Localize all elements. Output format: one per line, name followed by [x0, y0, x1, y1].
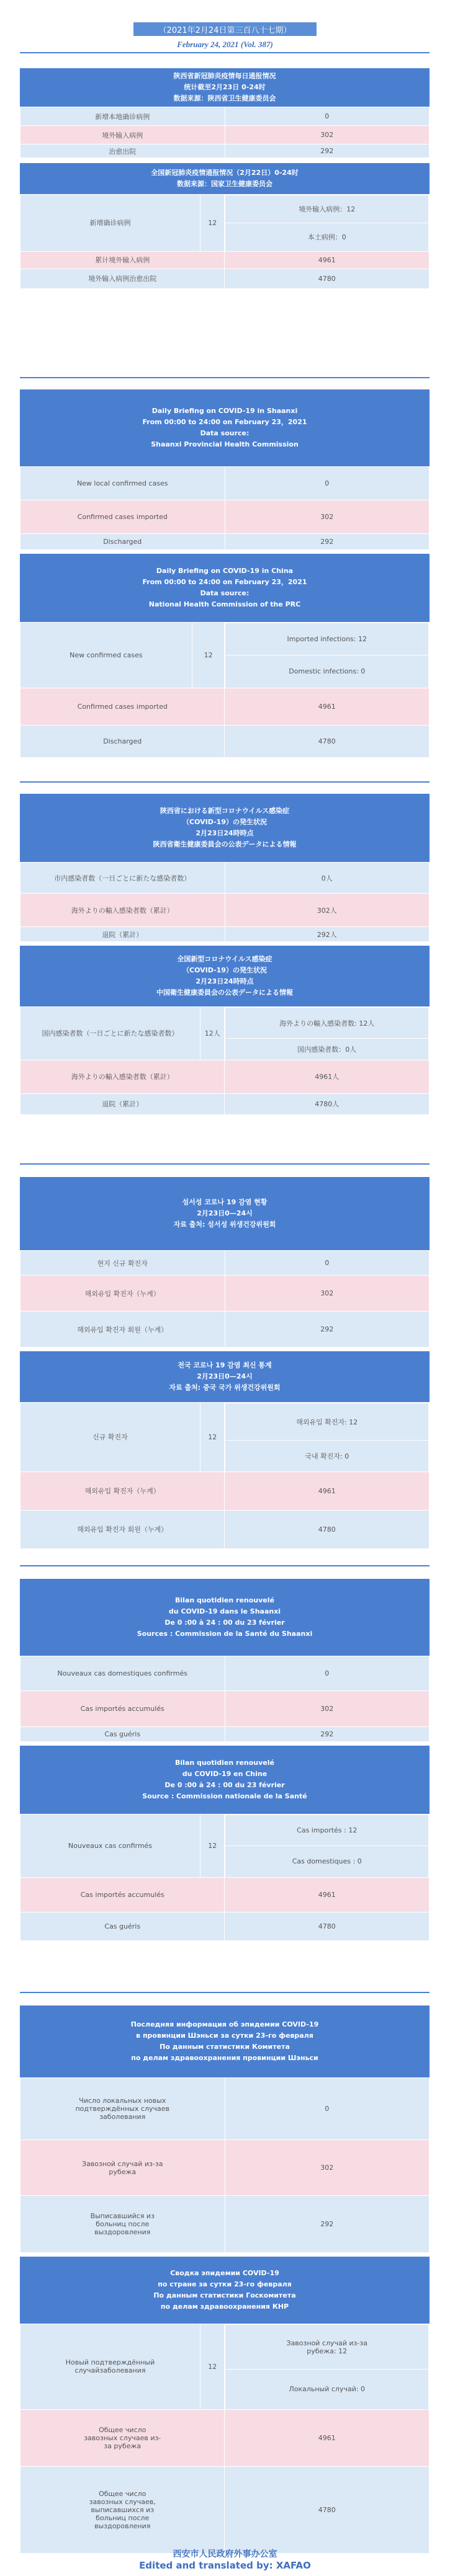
- row-label: Discharged: [20, 725, 225, 757]
- row-value: 302: [225, 1276, 430, 1312]
- table-row: [20, 1727, 430, 1742]
- row-sub-imported: 해외유입 확진자: 12: [225, 1403, 429, 1441]
- table-row: [20, 1472, 430, 1510]
- table-row: [20, 269, 430, 288]
- row-value: 302: [225, 2140, 430, 2196]
- footer-org: 西安市人民政府外事办公室: [173, 2549, 277, 2559]
- section-en: [20, 389, 430, 758]
- row-label: Confirmed cases imported: [20, 688, 225, 725]
- table-row: [20, 1877, 430, 1912]
- row-value: 0: [225, 107, 430, 126]
- en-prov-header: Daily Briefing on COVID-19 in Shaanxi From 00:00 to 24:00 on February 23，2021 Data source: Shaanxi Provincial Health Commission: [20, 389, 430, 466]
- zh-nat-header: 全国新冠肺炎疫情通报情况（2月22日）0-24时 数据来源：国家卫生健康委员会: [20, 163, 430, 194]
- row-label: Новый подтверждённый случайзаболевания: [20, 2324, 200, 2410]
- row-label: Cas importés accumulés: [20, 1877, 225, 1912]
- row-label: Общее число завозных случаев из-за рубежа: [20, 2409, 225, 2466]
- zh-nat-table: [20, 194, 430, 289]
- table-row: [20, 1251, 430, 1276]
- row-label: New confirmed cases: [20, 623, 192, 688]
- header-divider: [20, 52, 430, 53]
- row-label: 新增本地确诊病例: [20, 107, 225, 126]
- section-divider: [20, 377, 430, 378]
- row-value: 292: [225, 1727, 430, 1742]
- row-sub-local: Локальный случай: 0: [225, 2369, 429, 2409]
- row-label: Число локальных новых подтверждённых случаев заболевания: [20, 2078, 225, 2140]
- row-value: 4780: [225, 2466, 430, 2553]
- row-label: Общее число завозных случаев, выписавшихся из больниц после выздоровления: [20, 2466, 225, 2553]
- zh-prov-table: [20, 107, 430, 158]
- table-row: [20, 2324, 430, 2410]
- row-value: 4961: [225, 1472, 430, 1510]
- row-label: 退院（累計）: [20, 1093, 225, 1114]
- row-label: Nouveaux cas domestiques confirmés: [20, 1656, 225, 1691]
- ko-prov-table: [20, 1250, 430, 1348]
- row-value: 292: [225, 534, 430, 550]
- row-sub-local: 本土病例：0: [225, 223, 429, 251]
- ja-prov-table: [20, 862, 430, 942]
- row-value: 292: [225, 144, 430, 158]
- row-sub-domestic: Domestic infections: 0: [225, 655, 429, 688]
- row-sub-domestic: 国内感染者数：0人: [225, 1039, 429, 1060]
- section-fr: [20, 1579, 430, 1941]
- section-ko: [20, 1177, 430, 1549]
- row-label: Cas importés accumulés: [20, 1691, 225, 1727]
- row-label: 해외유입 확진자 회원（누계）: [20, 1510, 225, 1548]
- section-divider: [20, 781, 430, 783]
- ko-prov-header: 섬서성 코로나 19 감염 현황 2月23日0—24시 자료 출처: 섬서성 위생건강위원회: [20, 1177, 430, 1250]
- row-label: 海外よりの輸入感染者数（累計）: [20, 894, 225, 927]
- table-row: [20, 1093, 430, 1114]
- table-row: [20, 467, 430, 500]
- table-row: [20, 144, 430, 158]
- section-divider: [20, 1992, 430, 1993]
- row-sub-imported: 海外よりの輸入感染者数: 12人: [225, 1008, 429, 1039]
- row-value: 292人: [225, 927, 430, 942]
- row-label: Nouveaux cas confirmés: [20, 1814, 200, 1878]
- row-label: 退院（累計）: [20, 927, 225, 942]
- row-sub-imported: Завозной случай из-за рубежа: 12: [225, 2325, 429, 2369]
- table-row: [20, 725, 430, 757]
- footer-credit: Edited and translated by: XAFAO: [139, 2560, 311, 2571]
- row-sub-imported: 境外输入病例：12: [225, 195, 429, 223]
- ja-nat-table: [20, 1006, 430, 1115]
- row-label: 해외유입 확진자（누계）: [20, 1472, 225, 1510]
- row-label: 市内感染者数（一日ごとに新たな感染者数）: [20, 863, 225, 894]
- row-label: 해외유입 확진자（누계）: [20, 1276, 225, 1312]
- row-label: Cas guéris: [20, 1727, 225, 1742]
- ja-nat-header: 全国新型コロナウイルス感染症 （COVID-19）の発生状況 2月23日24時時点 中国衛生健康委員会の公表データによる情報: [20, 946, 430, 1006]
- en-prov-table: [20, 466, 430, 550]
- row-value: 0: [225, 1251, 430, 1276]
- row-value: 302: [225, 1691, 430, 1727]
- table-row: [20, 195, 430, 252]
- table-row: [20, 1510, 430, 1548]
- row-sub-imported: Cas importés : 12: [225, 1815, 429, 1846]
- row-value: 4961: [225, 1877, 430, 1912]
- table-row: [20, 1007, 430, 1060]
- table-row: [20, 2466, 430, 2553]
- row-label: Выписавшийся из больниц после выздоровления: [20, 2196, 225, 2253]
- row-label: Discharged: [20, 534, 225, 550]
- row-label: 新增确诊病例: [20, 195, 200, 252]
- table-row: [20, 1912, 430, 1940]
- section-divider: [20, 1565, 430, 1566]
- table-row: [20, 2140, 430, 2196]
- table-row: [20, 534, 430, 550]
- row-label: 海外よりの輸入感染者数（累計）: [20, 1060, 225, 1093]
- row-value: 0: [225, 467, 430, 500]
- ru-nat-header: Сводка эпидемии COVID-19 по стране за сутки 23-го февраля По данным статистики Госкомитета по делам здравоохранения КНР: [20, 2257, 430, 2324]
- row-value: 4780: [225, 1912, 430, 1940]
- table-row: [20, 688, 430, 725]
- section-zh: [20, 68, 430, 289]
- row-sub-domestic: 국내 확진자: 0: [225, 1441, 429, 1472]
- row-label: 治愈出院: [20, 144, 225, 158]
- row-value: 4961: [225, 251, 430, 269]
- row-value: 0人: [225, 863, 430, 894]
- section-divider: [20, 1163, 430, 1165]
- fr-prov-header: Bilan quotidien renouvelé du COVID-19 dans le Shaanxi De 0 :00 à 24 : 00 du 23 février Sources : Commission de la Santé du Shaanxi: [20, 1579, 430, 1656]
- row-label: 境外输入病例: [20, 126, 225, 144]
- issue-banner: （2021年2月24日第三百八十七期）: [133, 22, 317, 36]
- row-label: 境外输入病例治愈出院: [20, 269, 225, 288]
- table-row: [20, 927, 430, 942]
- row-sub-domestic: Cas domestiques : 0: [225, 1846, 429, 1877]
- table-row: [20, 1656, 430, 1691]
- row-total: 12: [192, 623, 225, 688]
- row-value: 0: [225, 1656, 430, 1691]
- table-row: [20, 623, 430, 688]
- row-total: 12: [200, 1814, 225, 1878]
- table-row: [20, 894, 430, 927]
- row-value: 302: [225, 126, 430, 144]
- row-label: Cas guéris: [20, 1912, 225, 1940]
- row-label: 国内感染者数（一日ごとに新たな感染者数）: [20, 1007, 200, 1060]
- table-row: [20, 1312, 430, 1348]
- row-value: 4961: [225, 688, 430, 725]
- row-label: 현지 신규 확진자: [20, 1251, 225, 1276]
- section-ru: [20, 2005, 430, 2554]
- row-value: 292: [225, 2196, 430, 2253]
- en-nat-table: [20, 622, 430, 758]
- en-nat-header: Daily Briefing on COVID-19 in China From 00:00 to 24:00 on February 23，2021 Data source: National Health Commission of the PRC: [20, 554, 430, 622]
- table-row: [20, 1060, 430, 1093]
- row-label: New local confirmed cases: [20, 467, 225, 500]
- ru-prov-table: [20, 2077, 430, 2253]
- row-label: Confirmed cases imported: [20, 500, 225, 534]
- row-value: 4961人: [225, 1060, 430, 1093]
- table-row: [20, 1276, 430, 1312]
- row-value: 0: [225, 2078, 430, 2140]
- ko-nat-header: 전국 코로나 19 감염 최신 통계 2月23日0—24시 자료 출처: 중국 국가 위생건강위원회: [20, 1351, 430, 1402]
- fr-nat-table: [20, 1814, 430, 1941]
- table-row: [20, 2409, 430, 2466]
- table-row: [20, 126, 430, 144]
- row-value: 292: [225, 1312, 430, 1348]
- table-row: [20, 2196, 430, 2253]
- row-label: 해외유입 확진자 회원（누계）: [20, 1312, 225, 1348]
- zh-prov-header: 陕西省新冠肺炎疫情每日通报情况 统计截至2月23日 0-24时 数据来源：陕西省卫生健康委员会: [20, 68, 430, 107]
- ja-prov-header: 陝西省における新型コロナウイルス感染症 （COVID-19）の発生状況 2月23日24時時点 陝西省衛生健康委員会の公表データによる情報: [20, 794, 430, 862]
- row-label: 累计境外输入病例: [20, 251, 225, 269]
- table-row: [20, 1814, 430, 1878]
- row-total: 12: [200, 2324, 225, 2410]
- section-ja: [20, 794, 430, 1115]
- ru-prov-header: Последняя информация об эпидемии COVID-19 в провинции Шэньси за сутки 23-го февраля По данным статистики Комитета по делам здравоохранения провинции Шэньси: [20, 2005, 430, 2077]
- ru-nat-table: [20, 2324, 430, 2554]
- row-value: 4780人: [225, 1093, 430, 1114]
- table-row: [20, 1691, 430, 1727]
- row-value: 4780: [225, 1510, 430, 1548]
- ko-nat-table: [20, 1402, 430, 1549]
- table-row: [20, 1403, 430, 1472]
- table-row: [20, 863, 430, 894]
- row-total: 12: [200, 195, 225, 252]
- issue-date-en: February 24, 2021 (Vol. 387): [177, 40, 273, 49]
- row-value: 4961: [225, 2409, 430, 2466]
- row-value: 302: [225, 500, 430, 534]
- row-label: 신규 확진자: [20, 1403, 200, 1472]
- row-label: Завозной случай из-за рубежа: [20, 2140, 225, 2196]
- table-row: [20, 251, 430, 269]
- table-row: [20, 107, 430, 126]
- table-row: [20, 500, 430, 534]
- row-total: 12人: [200, 1007, 225, 1060]
- row-total: 12: [200, 1403, 225, 1472]
- row-sub-imported: Imported infections: 12: [225, 623, 429, 655]
- row-value: 4780: [225, 725, 430, 757]
- table-row: [20, 2078, 430, 2140]
- row-value: 4780: [225, 269, 430, 288]
- row-value: 302人: [225, 894, 430, 927]
- fr-prov-table: [20, 1656, 430, 1742]
- fr-nat-header: Bilan quotidien renouvelé du COVID-19 en Chine De 0 :00 à 24 : 00 du 23 février Source : Commission nationale de la Santé: [20, 1746, 430, 1814]
